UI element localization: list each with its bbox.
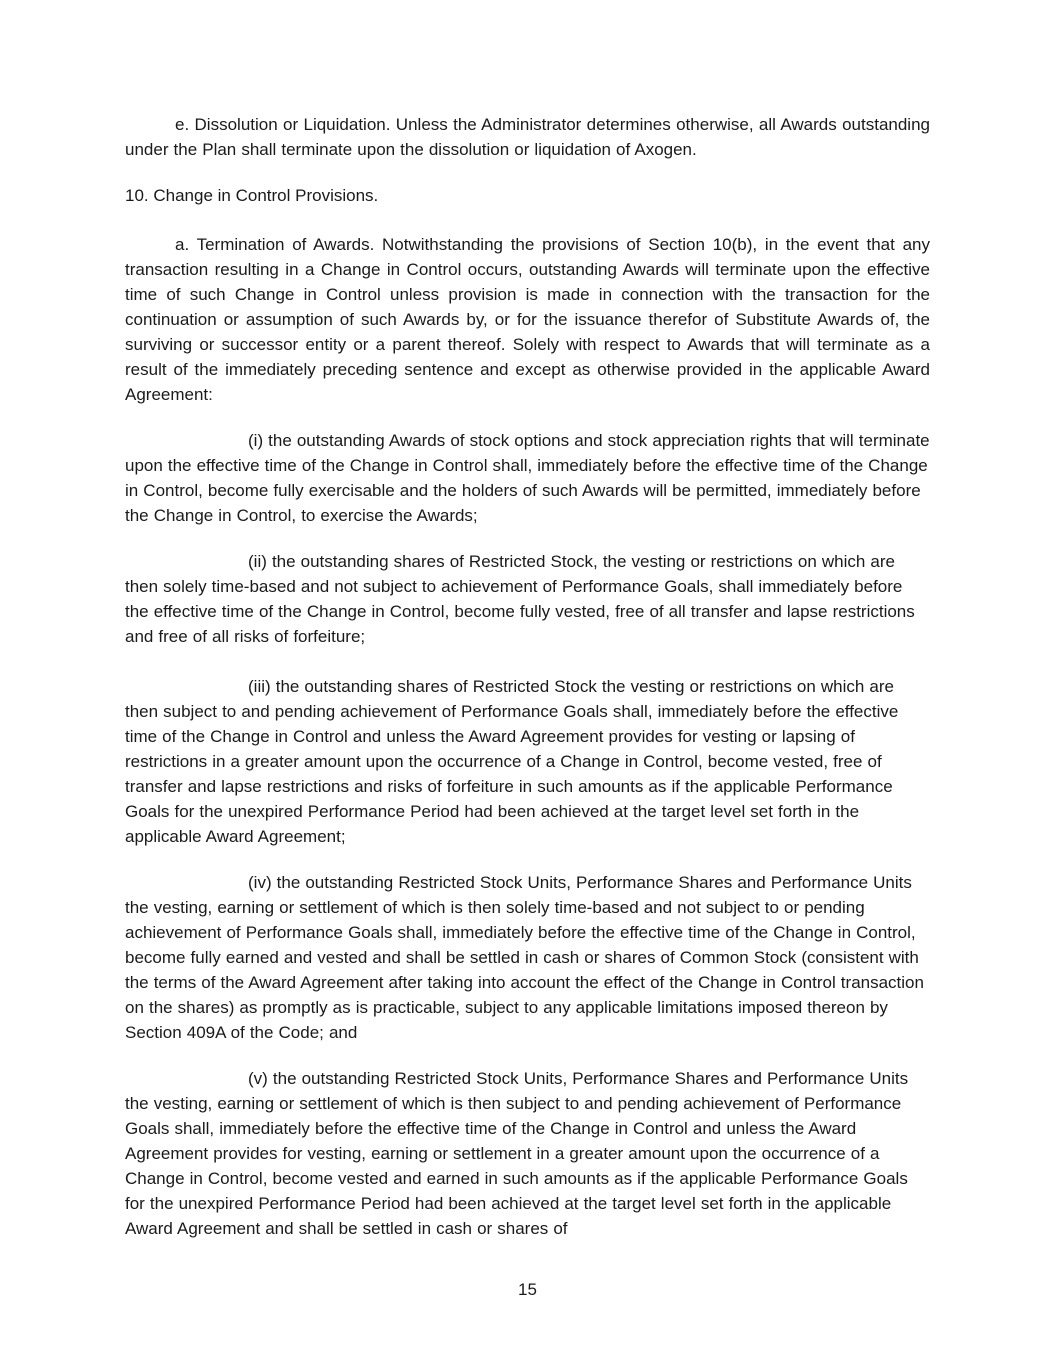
section-heading-10-change-in-control: 10. Change in Control Provisions. bbox=[125, 186, 379, 205]
paragraph-i-stock-options: (i) the outstanding Awards of stock options and stock appreciation rights that will terminate upon the effective time of the Change in Control shall, immediately before the effective time of the Change in Control, become fully exercisable and the holders of such Awards will be permitted, immediately before the Change in Control, to exercise the Awards; bbox=[125, 431, 930, 525]
page-number: 15 bbox=[518, 1280, 537, 1299]
paragraph-ii-restricted-stock-time-based: (ii) the outstanding shares of Restricted Stock, the vesting or restrictions on which are then solely time-based and not subject to achievement of Performance Goals, shall immediately before the effective time of the Change in Control, become fully vested, free of all transfer and lapse restrictions and free of all risks of forfeiture; bbox=[125, 552, 915, 646]
paragraph-e-dissolution-or-liquidation: e. Dissolution or Liquidation. Unless the Administrator determines otherwise, all Awards outstanding under the Plan shall terminate upon the dissolution or liquidation of Axogen. bbox=[125, 115, 930, 159]
paragraph-v-rsu-performance: (v) the outstanding Restricted Stock Units, Performance Shares and Performance Units the vesting, earning or settlement of which is then subject to and pending achievement of Performance Goals shall, immediately before the effective time of the Change in Control and unless the Award Agreement provides for vesting, earning or settlement in a greater amount upon the occurrence of a Change in Control, become vested and earned in such amounts as if the applicable Performance Goals for the unexpired Performance Period had been achieved at the target level set forth in the applicable Award Agreement and shall be settled in cash or shares of bbox=[125, 1069, 909, 1238]
paragraph-iii-restricted-stock-performance: (iii) the outstanding shares of Restricted Stock the vesting or restrictions on which are then subject to and pending achievement of Performance Goals shall, immediately before the effective time of the Change in Control and unless the Award Agreement provides for vesting or lapsing of restrictions in a greater amount upon the occurrence of a Change in Control, become vested, free of transfer and lapse restrictions and risks of forfeiture in such amounts as if the applicable Performance Goals for the unexpired Performance Period had been achieved at the target level set forth in the applicable Award Agreement; bbox=[125, 677, 899, 846]
paragraph-iv-rsu-time-based: (iv) the outstanding Restricted Stock Units, Performance Shares and Performance Units the vesting, earning or settlement of which is then solely time-based and not subject to or pending achievement of Performance Goals shall, immediately before the effective time of the Change in Control, become fully earned and vested and shall be settled in cash or shares of Common Stock (consistent with the terms of the Award Agreement after taking into account the effect of the Change in Control transaction on the shares) as promptly as is practicable, subject to any applicable limitations imposed thereon by Section 409A of the Code; and bbox=[125, 873, 924, 1042]
paragraph-a-termination-of-awards: a. Termination of Awards. Notwithstanding the provisions of Section 10(b), in the event that any transaction resulting in a Change in Control occurs, outstanding Awards will terminate upon the effective time of such Change in Control unless provision is made in connection with the transaction for the continuation or assumption of such Awards by, or for the issuance therefor of Substitute Awards of, the surviving or successor entity or a parent thereof. Solely with respect to Awards that will terminate as a result of the immediately preceding sentence and except as otherwise provided in the applicable Award Agreement: bbox=[125, 235, 930, 404]
